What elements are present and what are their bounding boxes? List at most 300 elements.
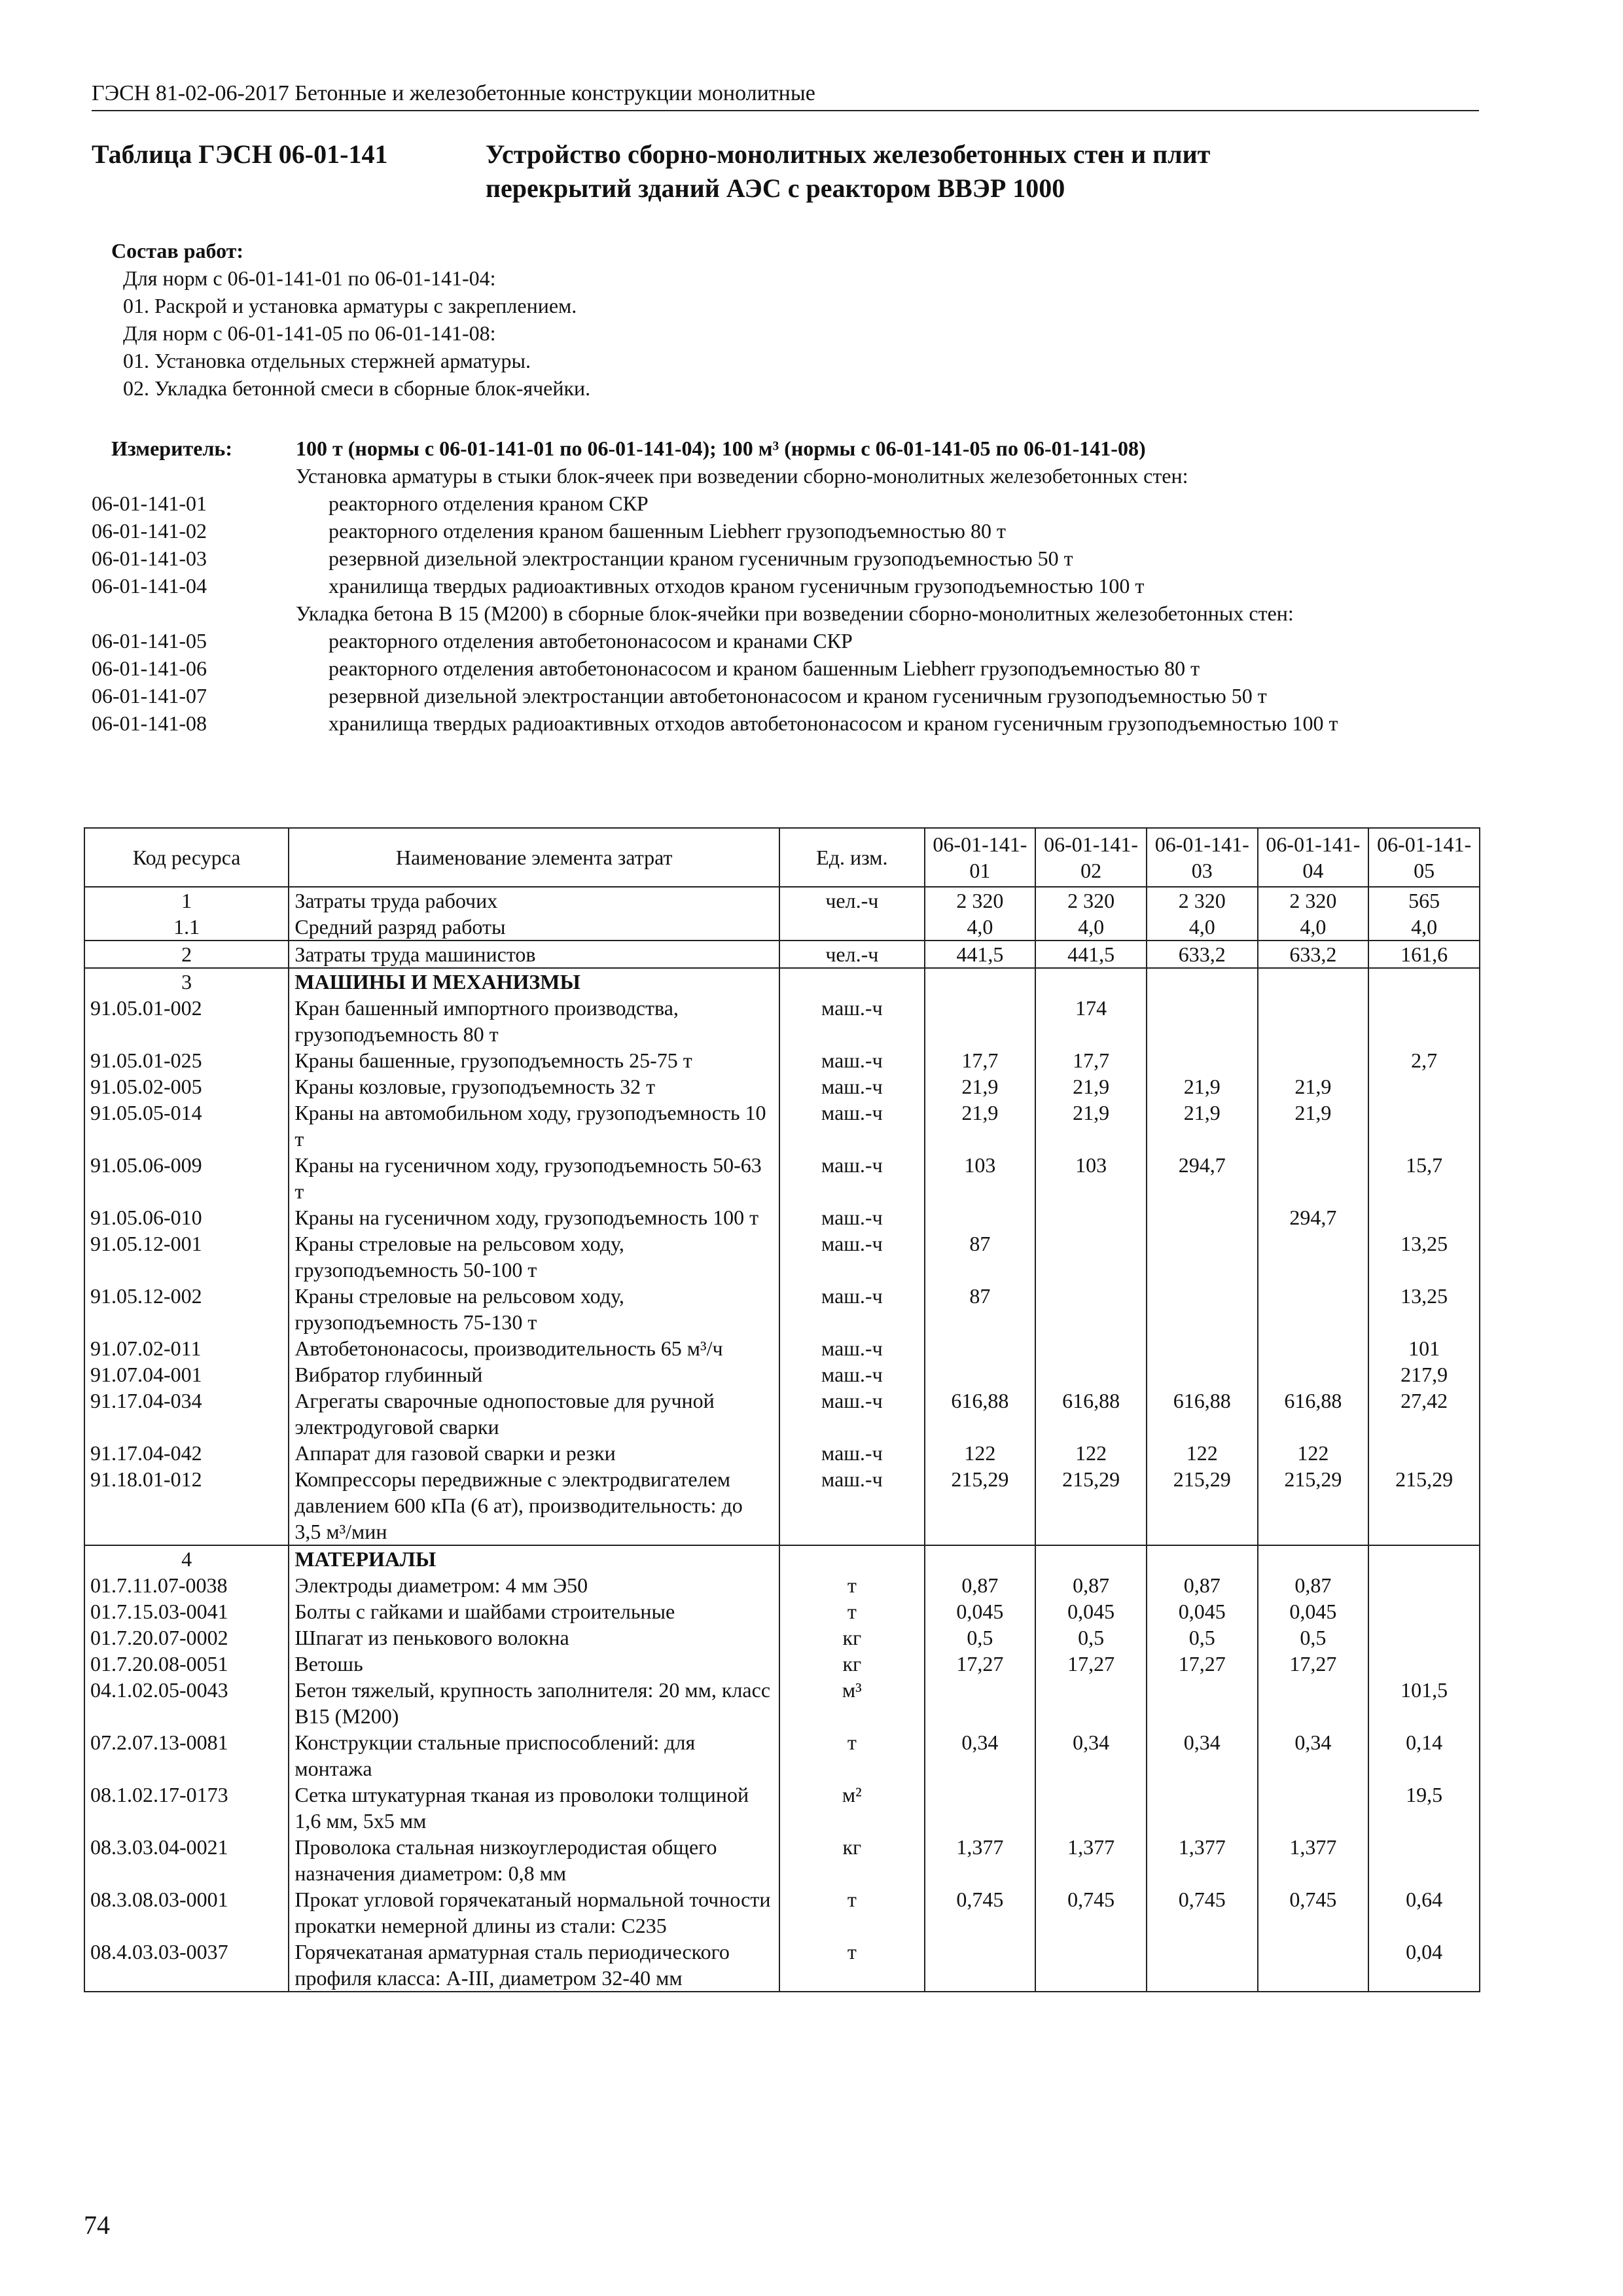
header-col-2: 06-01-141-02 [1035, 828, 1147, 887]
norm-desc: хранилища твердых радиоактивных отходов автобетононасосом и краном гусеничным грузоподъемностью 100 т [329, 711, 1338, 735]
resource-value: 87 [925, 1230, 1036, 1283]
resource-code: 91.07.02-011 [84, 1335, 289, 1361]
resource-unit: чел.-ч [779, 941, 924, 968]
resource-unit: маш.-ч [779, 1152, 924, 1204]
resource-value: 4,0 [1258, 914, 1369, 941]
norm-desc: реакторного отделения краном СКР [329, 492, 649, 515]
resource-value [925, 1335, 1036, 1361]
resource-value [1368, 1834, 1480, 1886]
resource-unit: маш.-ч [779, 1230, 924, 1283]
resource-value: 215,29 [1368, 1466, 1480, 1545]
resource-value [1147, 1361, 1258, 1388]
resource-value: 0,34 [925, 1729, 1036, 1782]
resource-name: Затраты труда машинистов [289, 941, 779, 968]
resource-value [1035, 1204, 1147, 1230]
resource-unit: маш.-ч [779, 1100, 924, 1152]
norm-desc: реакторного отделения автобетононасосом и кранами СКР [329, 629, 853, 653]
resource-value [1368, 1204, 1480, 1230]
resource-value: 441,5 [1035, 941, 1147, 968]
resource-unit: маш.-ч [779, 1388, 924, 1440]
resource-value: 15,7 [1368, 1152, 1480, 1204]
resource-name: Электроды диаметром: 4 мм Э50 [289, 1572, 779, 1598]
composition-line: 01. Установка отдельных стержней арматуры. [123, 349, 531, 372]
table-row [84, 1782, 1480, 1834]
resource-name: Краны козловые, грузоподъемность 32 т [289, 1073, 779, 1100]
resource-unit: кг [779, 1651, 924, 1677]
norm-code: 06-01-141-07 [92, 684, 207, 708]
resource-value: 633,2 [1147, 941, 1258, 968]
resource-value: 2 320 [1147, 887, 1258, 914]
resource-value: 616,88 [1035, 1388, 1147, 1440]
resource-value: 2 320 [1258, 887, 1369, 914]
resource-value: 0,14 [1368, 1729, 1480, 1782]
resource-value [925, 995, 1036, 1047]
norm-item [92, 682, 1479, 709]
resource-unit: т [779, 1886, 924, 1939]
resource-value: 4,0 [1147, 914, 1258, 941]
resource-name: Краны стреловые на рельсовом ходу, грузоподъемность 75-130 т [289, 1283, 779, 1335]
resource-value: 0,745 [1035, 1886, 1147, 1939]
resource-value [925, 1361, 1036, 1388]
resource-value: 2,7 [1368, 1047, 1480, 1073]
resource-value [1147, 1782, 1258, 1834]
resource-unit: маш.-ч [779, 1440, 924, 1466]
table-title: Таблица ГЭСН 06-01-141 [92, 139, 388, 169]
resource-value [1147, 1335, 1258, 1361]
norm-item [92, 572, 1479, 600]
norm-item [92, 545, 1479, 572]
resource-value: 17,7 [925, 1047, 1036, 1073]
resource-value: 215,29 [1147, 1466, 1258, 1545]
resource-code: 08.1.02.17-0173 [84, 1782, 289, 1834]
resource-unit [779, 1545, 924, 1572]
header-col-3: 06-01-141-03 [1147, 828, 1258, 887]
table-row [84, 1572, 1480, 1598]
resource-value: 0,745 [1147, 1886, 1258, 1939]
resource-code: 91.07.04-001 [84, 1361, 289, 1388]
resource-value: 215,29 [1258, 1466, 1369, 1545]
resource-value: 0,745 [1258, 1886, 1369, 1939]
running-header: ГЭСН 81-02-06-2017 Бетонные и железобетонные конструкции монолитные [92, 80, 1479, 111]
resource-value: 616,88 [1258, 1388, 1369, 1440]
norm-desc: реакторного отделения краном башенным Liebherr грузоподъемностью 80 т [329, 519, 1006, 543]
resource-value: 19,5 [1368, 1782, 1480, 1834]
resource-name: Компрессоры передвижные с электродвигателем давлением 600 кПа (6 ат), производительность: до 3,5 м³/мин [289, 1466, 779, 1545]
resource-value: 1,377 [1258, 1834, 1369, 1886]
resource-code: 91.05.12-002 [84, 1283, 289, 1335]
resource-value [1147, 1204, 1258, 1230]
resource-value [1368, 1651, 1480, 1677]
resource-value: 0,045 [925, 1598, 1036, 1624]
resource-value: 217,9 [1368, 1361, 1480, 1388]
resource-value: 174 [1035, 995, 1147, 1047]
resource-value: 21,9 [925, 1100, 1036, 1152]
resource-value: 565 [1368, 887, 1480, 914]
resource-value [1368, 1073, 1480, 1100]
resource-name: Автобетононасосы, производительность 65 м³/ч [289, 1335, 779, 1361]
header-col-1: 06-01-141-01 [925, 828, 1036, 887]
resource-value [1035, 1283, 1147, 1335]
composition-line: 01. Раскрой и установка арматуры с закреплением. [123, 294, 577, 317]
resource-name: Конструкции стальные приспособлений: для монтажа [289, 1729, 779, 1782]
resource-name: Краны на автомобильном ходу, грузоподъемность 10 т [289, 1100, 779, 1152]
resource-value: 13,25 [1368, 1230, 1480, 1283]
resource-code: 4 [84, 1545, 289, 1572]
resource-name: Краны на гусеничном ходу, грузоподъемность 50-63 т [289, 1152, 779, 1204]
resource-unit: чел.-ч [779, 887, 924, 914]
resource-unit: м² [779, 1782, 924, 1834]
norm-code: 06-01-141-03 [92, 547, 207, 570]
table-row [84, 1834, 1480, 1886]
resource-value [1368, 1545, 1480, 1572]
table-row [84, 1047, 1480, 1073]
resource-value [1147, 1047, 1258, 1073]
composition-line: Для норм с 06-01-141-01 по 06-01-141-04: [123, 266, 496, 290]
resource-value: 4,0 [1368, 914, 1480, 941]
resource-table [84, 827, 1480, 1992]
table-row [84, 1100, 1480, 1152]
resource-value [1035, 1361, 1147, 1388]
resource-name: Шпагат из пенькового волокна [289, 1624, 779, 1651]
resource-code: 01.7.15.03-0041 [84, 1598, 289, 1624]
table-row [84, 887, 1480, 914]
header-name: Наименование элемента затрат [289, 828, 779, 887]
resource-name: Средний разряд работы [289, 914, 779, 941]
resource-value: 21,9 [1035, 1073, 1147, 1100]
resource-unit: маш.-ч [779, 1466, 924, 1545]
table-name [486, 137, 1467, 206]
resource-name: Болты с гайками и шайбами строительные [289, 1598, 779, 1624]
resource-value: 0,5 [925, 1624, 1036, 1651]
resource-code: 91.05.05-014 [84, 1100, 289, 1152]
norm-code: 06-01-141-01 [92, 492, 207, 515]
norm-code: 06-01-141-08 [92, 711, 207, 735]
resource-value [1368, 995, 1480, 1047]
table-row [84, 1939, 1480, 1992]
resource-value: 4,0 [1035, 914, 1147, 941]
resource-code: 08.3.08.03-0001 [84, 1886, 289, 1939]
resource-code: 91.05.01-002 [84, 995, 289, 1047]
resource-code: 2 [84, 941, 289, 968]
norm-group-heading: Укладка бетона В 15 (М200) в сборные блок-ячейки при возведении сборно-монолитных железобетонных стен: [296, 601, 1294, 625]
resource-unit [779, 968, 924, 995]
resource-value [1258, 995, 1369, 1047]
resource-name: Горячекатаная арматурная сталь периодического профиля класса: А-III, диаметром 32-40 мм [289, 1939, 779, 1992]
resource-code: 07.2.07.13-0081 [84, 1729, 289, 1782]
norm-list [92, 462, 1479, 737]
resource-value: 17,27 [1035, 1651, 1147, 1677]
resource-code: 91.18.01-012 [84, 1466, 289, 1545]
resource-value: 17,7 [1035, 1047, 1147, 1073]
resource-unit: маш.-ч [779, 995, 924, 1047]
resource-value [1147, 968, 1258, 995]
resource-value [1147, 1283, 1258, 1335]
resource-value: 0,5 [1147, 1624, 1258, 1651]
resource-value [1035, 968, 1147, 995]
norm-desc: резервной дизельной электростанции автобетононасосом и краном гусеничным грузоподъемностью 50 т [329, 684, 1267, 708]
table-row [84, 1230, 1480, 1283]
resource-value [1258, 968, 1369, 995]
resource-value [1147, 1677, 1258, 1729]
resource-value [925, 968, 1036, 995]
resource-value: 122 [925, 1440, 1036, 1466]
resource-name: Ветошь [289, 1651, 779, 1677]
resource-value: 294,7 [1258, 1204, 1369, 1230]
table-row [84, 1335, 1480, 1361]
resource-value: 0,34 [1035, 1729, 1147, 1782]
resource-unit: м³ [779, 1677, 924, 1729]
resource-value: 0,87 [1258, 1572, 1369, 1598]
resource-value [1368, 1624, 1480, 1651]
resource-code: 08.3.03.04-0021 [84, 1834, 289, 1886]
resource-value [1368, 968, 1480, 995]
header-code: Код ресурса [84, 828, 289, 887]
resource-code: 3 [84, 968, 289, 995]
resource-value: 0,04 [1368, 1939, 1480, 1992]
resource-value [1258, 1361, 1369, 1388]
norm-item [92, 709, 1479, 737]
resource-value: 0,045 [1035, 1598, 1147, 1624]
table-row [84, 1152, 1480, 1204]
resource-value: 0,64 [1368, 1886, 1480, 1939]
work-composition-label: Состав работ: [111, 239, 244, 262]
resource-value: 17,27 [1258, 1651, 1369, 1677]
resource-unit: маш.-ч [779, 1335, 924, 1361]
resource-value [1035, 1939, 1147, 1992]
resource-code: 91.17.04-042 [84, 1440, 289, 1466]
page-number: 74 [84, 2210, 110, 2240]
resource-value: 103 [925, 1152, 1036, 1204]
table-row [84, 1729, 1480, 1782]
resource-name: МАШИНЫ И МЕХАНИЗМЫ [289, 968, 779, 995]
resource-value: 122 [1035, 1440, 1147, 1466]
resource-value [925, 1677, 1036, 1729]
table-row [84, 1886, 1480, 1939]
resource-value [1035, 1782, 1147, 1834]
measure-label: Измеритель: [111, 437, 232, 460]
resource-value [1035, 1230, 1147, 1283]
resource-value: 21,9 [925, 1073, 1036, 1100]
resource-value [1147, 995, 1258, 1047]
resource-value [1258, 1230, 1369, 1283]
resource-value [1035, 1545, 1147, 1572]
table-row [84, 914, 1480, 941]
resource-value: 0,045 [1258, 1598, 1369, 1624]
composition-line: 02. Укладка бетонной смеси в сборные блок-ячейки. [123, 376, 591, 400]
resource-value [1258, 1677, 1369, 1729]
resource-value [1368, 1440, 1480, 1466]
resource-value: 21,9 [1258, 1073, 1369, 1100]
resource-name: Бетон тяжелый, крупность заполнителя: 20 мм, класс В15 (М200) [289, 1677, 779, 1729]
resource-unit: т [779, 1572, 924, 1598]
resource-value [1258, 1335, 1369, 1361]
resource-name: Проволока стальная низкоуглеродистая общего назначения диаметром: 0,8 мм [289, 1834, 779, 1886]
resource-code: 91.05.12-001 [84, 1230, 289, 1283]
resource-name: Прокат угловой горячекатаный нормальной точности прокатки немерной длины из стали: С235 [289, 1886, 779, 1939]
resource-name: Кран башенный импортного производства, грузоподъемность 80 т [289, 995, 779, 1047]
resource-value: 0,87 [1035, 1572, 1147, 1598]
norm-desc: реакторного отделения автобетононасосом и краном башенным Liebherr грузоподъемностью 80 т [329, 656, 1200, 680]
resource-value: 0,5 [1258, 1624, 1369, 1651]
resource-value [1147, 1545, 1258, 1572]
resource-code: 1.1 [84, 914, 289, 941]
resource-value: 103 [1035, 1152, 1147, 1204]
resource-value: 1,377 [1147, 1834, 1258, 1886]
resource-name: Краны башенные, грузоподъемность 25-75 т [289, 1047, 779, 1073]
measure-text: 100 т (нормы с 06-01-141-01 по 06-01-141-04); 100 м³ (нормы с 06-01-141-05 по 06-01-141-08) [296, 437, 1146, 460]
resource-value: 294,7 [1147, 1152, 1258, 1204]
resource-name: Сетка штукатурная тканая из проволоки толщиной 1,6 мм, 5х5 мм [289, 1782, 779, 1834]
resource-value: 101 [1368, 1335, 1480, 1361]
table-row [84, 1073, 1480, 1100]
resource-value: 2 320 [1035, 887, 1147, 914]
table-row [84, 968, 1480, 995]
resource-name: Затраты труда рабочих [289, 887, 779, 914]
resource-unit: маш.-ч [779, 1204, 924, 1230]
norm-item [92, 517, 1479, 545]
resource-name: Вибратор глубинный [289, 1361, 779, 1388]
resource-value: 161,6 [1368, 941, 1480, 968]
resource-value: 13,25 [1368, 1283, 1480, 1335]
table-row [84, 941, 1480, 968]
table-body [84, 887, 1480, 1992]
resource-code: 91.05.02-005 [84, 1073, 289, 1100]
resource-value: 21,9 [1258, 1100, 1369, 1152]
resource-code: 91.05.06-010 [84, 1204, 289, 1230]
resource-value [1258, 1047, 1369, 1073]
resource-unit: т [779, 1598, 924, 1624]
resource-value: 616,88 [925, 1388, 1036, 1440]
resource-unit: маш.-ч [779, 1283, 924, 1335]
table-row [84, 995, 1480, 1047]
norm-item [92, 627, 1479, 655]
resource-value [1368, 1572, 1480, 1598]
table-name-line-1: Устройство сборно-монолитных железобетонных стен и плит [486, 139, 1211, 169]
table-row [84, 1440, 1480, 1466]
resource-value: 17,27 [925, 1651, 1036, 1677]
resource-value: 4,0 [925, 914, 1036, 941]
resource-value [1368, 1598, 1480, 1624]
resource-unit: маш.-ч [779, 1361, 924, 1388]
resource-value: 0,745 [925, 1886, 1036, 1939]
header-col-4: 06-01-141-04 [1258, 828, 1369, 887]
header-col-5: 06-01-141-05 [1368, 828, 1480, 887]
resource-value [1258, 1283, 1369, 1335]
resource-value: 0,5 [1035, 1624, 1147, 1651]
norm-desc: резервной дизельной электростанции краном гусеничным грузоподъемностью 50 т [329, 547, 1073, 570]
resource-value: 122 [1147, 1440, 1258, 1466]
resource-value: 2 320 [925, 887, 1036, 914]
resource-value: 27,42 [1368, 1388, 1480, 1440]
resource-code: 01.7.11.07-0038 [84, 1572, 289, 1598]
resource-unit: т [779, 1939, 924, 1992]
composition-line: Для норм с 06-01-141-05 по 06-01-141-08: [123, 321, 496, 345]
resource-value: 0,87 [925, 1572, 1036, 1598]
resource-value: 0,045 [1147, 1598, 1258, 1624]
table-row [84, 1624, 1480, 1651]
table-row [84, 1598, 1480, 1624]
resource-value [925, 1939, 1036, 1992]
header-unit: Ед. изм. [779, 828, 924, 887]
resource-value: 0,34 [1258, 1729, 1369, 1782]
resource-unit: маш.-ч [779, 1073, 924, 1100]
resource-value [1368, 1100, 1480, 1152]
table-row [84, 1677, 1480, 1729]
resource-value [1147, 1230, 1258, 1283]
resource-value: 122 [1258, 1440, 1369, 1466]
resource-value: 101,5 [1368, 1677, 1480, 1729]
norm-item [92, 490, 1479, 517]
resource-unit: маш.-ч [779, 1047, 924, 1073]
resource-value [1147, 1939, 1258, 1992]
table-header-row [84, 828, 1480, 887]
resource-value: 616,88 [1147, 1388, 1258, 1440]
resource-value: 21,9 [1147, 1100, 1258, 1152]
table-row [84, 1204, 1480, 1230]
resource-unit: кг [779, 1624, 924, 1651]
table-row [84, 1283, 1480, 1335]
resource-value: 0,34 [1147, 1729, 1258, 1782]
resource-value: 21,9 [1035, 1100, 1147, 1152]
resource-value [1035, 1335, 1147, 1361]
resource-value: 1,377 [925, 1834, 1036, 1886]
resource-value: 215,29 [1035, 1466, 1147, 1545]
resource-name: Аппарат для газовой сварки и резки [289, 1440, 779, 1466]
resource-value: 441,5 [925, 941, 1036, 968]
resource-value: 1,377 [1035, 1834, 1147, 1886]
resource-unit: т [779, 1729, 924, 1782]
norm-group-heading: Установка арматуры в стыки блок-ячеек при возведении сборно-монолитных железобетонных стен: [296, 464, 1188, 488]
norm-code: 06-01-141-04 [92, 574, 207, 598]
resource-unit: кг [779, 1834, 924, 1886]
norm-item [92, 655, 1479, 682]
resource-value: 17,27 [1147, 1651, 1258, 1677]
work-composition [111, 237, 590, 402]
norm-code: 06-01-141-06 [92, 656, 207, 680]
norm-code: 06-01-141-02 [92, 519, 207, 543]
resource-name: Краны на гусеничном ходу, грузоподъемность 100 т [289, 1204, 779, 1230]
resource-value: 21,9 [1147, 1073, 1258, 1100]
resource-code: 91.05.01-025 [84, 1047, 289, 1073]
resource-name: МАТЕРИАЛЫ [289, 1545, 779, 1572]
resource-value [925, 1204, 1036, 1230]
resource-value: 633,2 [1258, 941, 1369, 968]
resource-value [1258, 1939, 1369, 1992]
resource-value: 215,29 [925, 1466, 1036, 1545]
resource-name: Агрегаты сварочные однопостовые для ручной электродуговой сварки [289, 1388, 779, 1440]
resource-value: 0,87 [1147, 1572, 1258, 1598]
table-row [84, 1545, 1480, 1572]
table-row [84, 1466, 1480, 1545]
resource-value [1258, 1152, 1369, 1204]
resource-code: 04.1.02.05-0043 [84, 1677, 289, 1729]
table-row [84, 1388, 1480, 1440]
norm-code: 06-01-141-05 [92, 629, 207, 653]
resource-code: 91.17.04-034 [84, 1388, 289, 1440]
resource-code: 91.05.06-009 [84, 1152, 289, 1204]
resource-value [925, 1782, 1036, 1834]
resource-unit [779, 914, 924, 941]
resource-value [1035, 1677, 1147, 1729]
resource-name: Краны стреловые на рельсовом ходу, грузоподъемность 50-100 т [289, 1230, 779, 1283]
norm-desc: хранилища твердых радиоактивных отходов краном гусеничным грузоподъемностью 100 т [329, 574, 1145, 598]
table-row [84, 1651, 1480, 1677]
resource-value [1258, 1782, 1369, 1834]
resource-code: 01.7.20.08-0051 [84, 1651, 289, 1677]
resource-code: 01.7.20.07-0002 [84, 1624, 289, 1651]
table-row [84, 1361, 1480, 1388]
resource-value [925, 1545, 1036, 1572]
